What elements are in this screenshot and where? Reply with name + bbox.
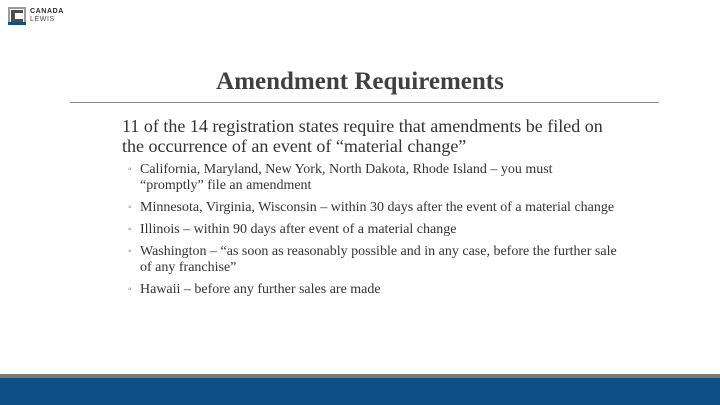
bullet-item (128, 200, 618, 216)
logo-line-2: LEWIS (30, 16, 55, 23)
bullet-item (128, 282, 618, 298)
logo-mark-icon (8, 7, 26, 25)
logo-line-1: CANADA (30, 8, 64, 15)
bullet-text: Washington – “as soon as reasonably possible and in any case, before the further sale of any franchise” (140, 244, 617, 275)
intro-paragraph: 11 of the 14 registration states require that amendments be filed on the occurrence of an event of “material change” (122, 116, 603, 156)
bullet-text: Minnesota, Virginia, Wisconsin – within 30 days after the event of a material change (140, 200, 615, 215)
bullet-item (128, 244, 618, 276)
bullet-text: Illinois – within 90 days after event of a material change (140, 222, 457, 237)
footer-bar (0, 378, 720, 405)
bullet-circle-icon: ◦ (128, 164, 132, 175)
bullet-circle-icon: ◦ (128, 202, 132, 213)
bullet-circle-icon: ◦ (128, 246, 132, 257)
company-logo (8, 7, 78, 29)
title-divider (70, 102, 659, 103)
bullet-circle-icon: ◦ (128, 224, 132, 235)
slide-title: Amendment Requirements (216, 68, 504, 95)
bullet-item (128, 222, 618, 238)
bullet-text: California, Maryland, New York, North Dakota, Rhode Island – you must “promptly” file an amendment (140, 162, 553, 193)
bullet-circle-icon: ◦ (128, 284, 132, 295)
logo-wordmark (30, 8, 64, 24)
bullet-text: Hawaii – before any further sales are made (140, 282, 381, 297)
bullet-list (128, 162, 618, 298)
bullet-item (128, 162, 618, 194)
